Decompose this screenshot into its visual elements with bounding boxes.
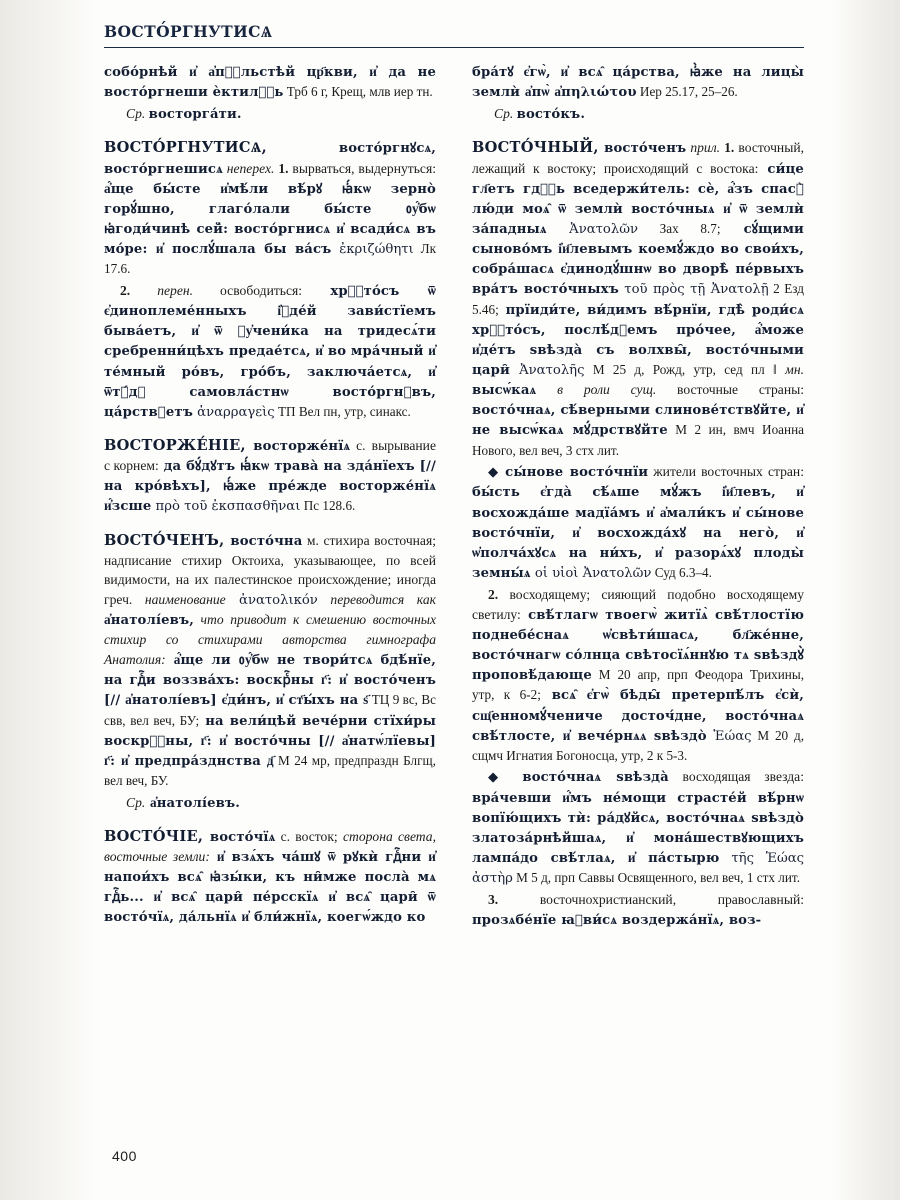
bullet-marker: ◆ — [488, 770, 509, 786]
sense-quote-greek: ἀναρραγεὶς — [192, 404, 275, 420]
entry-vostochen — [104, 530, 436, 813]
sense-quote-2: сꙋ́щими сыново́мъ і҆и҃левымъ коемꙋ́ждо во свои́хъ, собра́шасѧ є҆динодꙋ́шнѡ во дворѣ̀ пе́рвыхъ вра́тъ восто́чныхъ — [472, 222, 804, 298]
subsense-marker-2: в роли сущ. — [536, 382, 657, 398]
see-also-label: Ср. — [126, 794, 146, 810]
sense-quote: а҆́ще ли ᲂу҆́бѡ не твори́тсѧ бдѣ́нїе, на гдⷭ҇и воззва́хъ: воскрⷭ҇ны г҃: и҆ восто́ченъ [// а҆натолі́евъ] є҆ди́нъ, и҆ ст҃ы́хъ на ѕ҃ — [104, 653, 436, 709]
subsense-form: высѡ́каѧ — [472, 383, 537, 399]
sense-gloss: восходящему; сияющий подобно восходящему светилу: — [472, 587, 804, 622]
subsense-gloss: восточные страны: — [656, 382, 805, 398]
sense-quote: хрⷭ҇то́съ ѿ є҆диноплеме́нныхъ і҆ꙋде́й зави́стїемъ быва́етъ, и҆ ѿ ᲂу҆чени́ка на тридесѧ́ти сребренни́цѣхъ предае́тсѧ, и҆ во мра́чный и҆ те́мный ро́въ, гро́бъ, заключа́етсѧ, и҆ ѿтꙋ́дꙋ самовла́стнѡ восто́ргнꙋвъ, ца́рствꙋетъ — [104, 283, 437, 420]
sense-quote: да бꙋ́дꙋтъ ꙗ҆́кѡ трава̀ на зда́нїехъ [// на кро́вѣхъ], ꙗ҆́же пре́жде восторже́нїѧ и҆́зсше — [104, 459, 436, 515]
sense-quote: прозѧбе́нїе ꙗ҆ви́сѧ воздержа́нїѧ, воз- — [472, 913, 762, 929]
sense-number: 1. — [724, 140, 735, 156]
phrase-reference: М 5 д, прп Саввы Освященного, вел веч, 1 стх лит. — [512, 870, 801, 886]
entry-vostochie — [104, 826, 436, 928]
entry-vostochnyy — [472, 137, 804, 930]
sense-quote-greek-2: τοῦ πρὸς τῇ Ἀνατολῇ — [618, 282, 769, 298]
sense-reference-2: М 24 мр, предпраздн Блгщ, вел веч, БУ. — [104, 752, 436, 788]
sense-quote: свѣ́тлагѡ твоегѡ̀ житїѧ̀ свѣ́тлостїю поднебе́снаѧ ѡ҆свѣти́шасѧ, бл҃же́нне, восто́чнагѡ со́лнца свѣтосїѧ́ннꙋю тѧ ѕвѣздꙋ̀ проповѣ́дающе — [472, 607, 804, 684]
sense-quote-2: на вели́цѣй вече́рни стїхи́ры воскрⷭ҇ны, г҃: и҆ восто́чны [// а҆натѡ́лїевы] г҃: и҆ предпра́зднства д҃ — [104, 713, 436, 769]
grammar-note: м. — [302, 532, 319, 548]
sense-gloss-italic: сторона света, восточные земли: — [104, 828, 436, 864]
sense-gloss-italic: наименование — [144, 592, 226, 608]
phrase-headword: сы́нове восто́чнїи — [505, 465, 649, 481]
continuation-reference: Иер 25.17, 25–26. — [636, 84, 738, 100]
sense-marker: перен. — [130, 282, 194, 298]
sense-number: 3. — [488, 892, 499, 908]
sense-gloss: восточнохристианский, православный: — [498, 892, 804, 908]
headword: ВОСТОРЖЕ́НІЕ, — [104, 436, 246, 454]
sense-reference: ТЦ 9 вс, Вс свв, вел веч, БУ; — [104, 692, 436, 728]
page-number: 400 — [112, 1148, 137, 1164]
grammar-note: неперех. — [222, 160, 275, 176]
see-also-target: а҆натолі́евъ. — [145, 795, 240, 811]
sense-quote-greek-3: Ἀνατολῆς — [509, 362, 585, 378]
headword-forms: восто́ргнꙋсѧ, восто́ргнешисѧ — [104, 141, 436, 177]
sense-reference: Лк 17.6. — [104, 241, 436, 277]
see-also-label: Ср. — [126, 106, 146, 122]
sense-quote-greek: πρὸ τοῦ ἐκσπασθῆναι — [151, 499, 301, 515]
grammar-note: прил. — [686, 140, 721, 156]
sense-reference-3: М 25 д, Рожд, утр, сед пл ‖ — [584, 361, 777, 377]
running-head: ВОСТО́РГНУТИСѦ — [104, 22, 804, 48]
two-column-body — [104, 62, 804, 944]
sense-gloss: вырваться, выдернуться: — [288, 160, 436, 176]
continuation-text: бра́тꙋ є҆гѡ̀, и҆ всѧ̑ ца́рства, ꙗ҆̀же на лицы̀ землѝ а҆пѡ̀ а҆пηλιώτου — [472, 65, 804, 101]
headword-forms: восторже́нїѧ — [245, 438, 351, 454]
left-column — [104, 62, 436, 944]
sense-reference-2: М 20 д, сщмч Игнатия Богоносца, утр, 2 к 5-3. — [472, 727, 804, 763]
sense-quote-greek: Ἀνατολῶν — [546, 222, 638, 237]
headword-forms: восто́чїѧ — [203, 829, 276, 845]
slavonic-term: а҆натолі́евъ, — [104, 613, 194, 629]
phrase-gloss: восходящая звезда: — [668, 769, 804, 785]
phrase-headword: восто́чнаѧ ѕвѣзда̀ — [522, 770, 669, 786]
sense-gloss: освободиться: — [193, 282, 303, 298]
sense-gloss: вырывание с корнем: — [104, 437, 436, 474]
sense-quote-3: прїиди́те, ви́димъ вѣ́рнїи, гдѣ̀ роди́сѧ хрⷭ҇то́съ, послѣ́дꙋемъ про́чее, а҆́може и҆де́тъ ѕвѣзда̀ съ волхвы̑, восто́чными цари̑ — [472, 302, 804, 378]
see-also-label: Ср. — [494, 106, 514, 122]
phrase-quote-greek: τῆς Ἑώας ἀστὴρ — [472, 851, 804, 887]
page-content — [104, 22, 804, 1172]
headword: ВОСТО́ЧЕНЪ, — [104, 531, 225, 549]
headword-forms: восто́чна — [224, 533, 303, 549]
grammar-note: с. — [350, 437, 366, 453]
sense-quote: а҆́ще бы́сте и҆мѣ́ли вѣ́рꙋ ꙗ҆́кѡ зерно̀ горꙋ́шно, глаго́лали бы́сте ᲂу҆́бѡ ꙗ҆годи́чинѣ сей̀: восто́ргнисѧ и҆ всади́сѧ въ мо́ре: и҆ послꙋ́шала бы ва́съ — [104, 181, 436, 258]
entry-vostorgnutisya — [104, 137, 436, 422]
continuation-vostochie — [472, 62, 804, 124]
sense-quote-greek: ἐκριζώθητι — [331, 242, 414, 258]
subsense-reference: М 2 ин, вмч Иоанна Нового, вел веч, 3 стх лит. — [472, 422, 804, 458]
phrase-reference: Суд 6.3–4. — [651, 564, 712, 580]
sense-number: 2. — [120, 282, 131, 298]
sense-number: 2. — [488, 587, 499, 603]
phrase-quote: вра́чевши и҆́мъ не́мощи страсте́й вѣ́рнѡ вопїю́щихъ тѝ: ра́дꙋйсѧ, восто́чнаѧ ѕвѣздо̀ златоза́рнѣйшаѧ, и҆ мона́шествꙋющихъ лампа́до свѣ́тлаѧ, и҆ па́стырю — [472, 790, 804, 867]
continuation-text: собо́рнѣй и҆ а҆пⷭ҇льстѣй цр҃кви, и҆ да не восто́ргнеши ѐктилⷭ҇ь — [104, 65, 436, 101]
continuation-previous-entry — [104, 62, 436, 124]
sense-gloss: восток; — [290, 828, 338, 844]
greek-term: ἀνατολικόν — [225, 593, 318, 609]
sense-quote-2: всѧ̑ є҆гѡ̀ бѣды̑ претерпѣ́лъ є҆сѝ, сщ҃енномꙋ́чениче досточ́дне, восто́чнаѧ свѣ́тлосте, и҆ вече́рнѧѧ ѕвѣздо̀ — [472, 688, 804, 744]
right-column — [472, 62, 804, 944]
phrase-gloss: жители восточных стран: — [648, 464, 804, 480]
headword-forms: восто́ченъ — [598, 141, 687, 157]
see-also-target: восторга́ти. — [148, 107, 242, 123]
subsense-marker: мн. — [776, 361, 804, 377]
sense-reference: Зах 8.7; — [637, 221, 721, 236]
sense-number: 1. — [278, 160, 289, 176]
phrase-quote-greek: οἱ υἱοὶ Ἀνατολῶν — [530, 565, 652, 581]
sense-reference-2: 2 Езд 5.46; — [472, 281, 804, 317]
sense-gloss: восточный, лежащий к востоку; происходящий с востока: — [472, 140, 804, 176]
sense-reference: Пс 128.6. — [300, 498, 356, 514]
sense-quote-greek-2: Ἑώας — [706, 728, 752, 744]
sense-quote: и҆ взѧ́хъ ча́шꙋ ѿ рꙋкѝ гдⷭ҇ни и҆ напои́хъ всѧ̑ ꙗ҆зы́ки, къ ни̑мже посла̀ мѧ гдⷭ҇ь... и҆ всѧ̑ цари̑ пе́рсскїѧ и҆ всѧ̑ цари̑ ѿ восто́чїѧ, да́льнїѧ и҆ бли́жнїѧ, коегѡ́ждо ко — [104, 849, 437, 926]
sense-reference: ТП Вел пн, утр, синакс. — [274, 403, 411, 419]
grammar-note: с. — [275, 828, 291, 844]
sense-gloss-italic-2: переводится как — [317, 592, 436, 608]
bullet-marker: ◆ — [488, 465, 501, 481]
sense-gloss: стихира восточная; надписание стихир Октоиха, указывающее, по всей видимости, на их палестинское происхождение; иногда греч. — [104, 532, 436, 608]
headword: ВОСТО́РГНУТИСѦ, — [104, 139, 267, 157]
subsense-quote: восто́чнаѧ, сѣ́верными слинове́тствꙋйте, и҆ не высѡ́каѧ мꙋ́дрствꙋйте — [472, 403, 804, 439]
headword: ВОСТО́ЧІЕ, — [104, 827, 204, 845]
phrase-quote: бы́сть є҆гда̀ сѣ́ѧше мꙋ́жъ і҆и҃левъ, и҆ восхожда́ше мадїа́мъ и҆ а҆мали́къ и҆ сы́нове восто́чнїи, и҆ восхожда́хꙋ на него̀, и҆ ѡ҆полча́хꙋсѧ на ни́хъ, и҆ разорѧ́хꙋ плоды̀ земны́ѧ — [472, 485, 804, 581]
sense-quote: си́це гл҃етъ гдⷭ҇ь вседержи́тель: сѐ, а҆́зъ спасꙋ̀ лю́ди моѧ̑ ѿ землѝ восто́чныѧ и҆ ѿ землѝ за́падныѧ — [472, 161, 804, 237]
sense-reference: М 20 апр, прп Феодора Трихины, утр, к 6-2; — [472, 667, 804, 703]
entry-vostorzhenie — [104, 435, 436, 517]
headword: ВОСТО́ЧНЫЙ, — [472, 139, 599, 157]
continuation-reference: Трб 6 г, Крещ, млв иер тн. — [283, 84, 433, 100]
sense-gloss-italic-3: что приводит к смешению восточных стихир со стихирами авторства гимнографа Анатолия: — [104, 612, 436, 668]
see-also-target: восто́къ. — [516, 107, 586, 123]
